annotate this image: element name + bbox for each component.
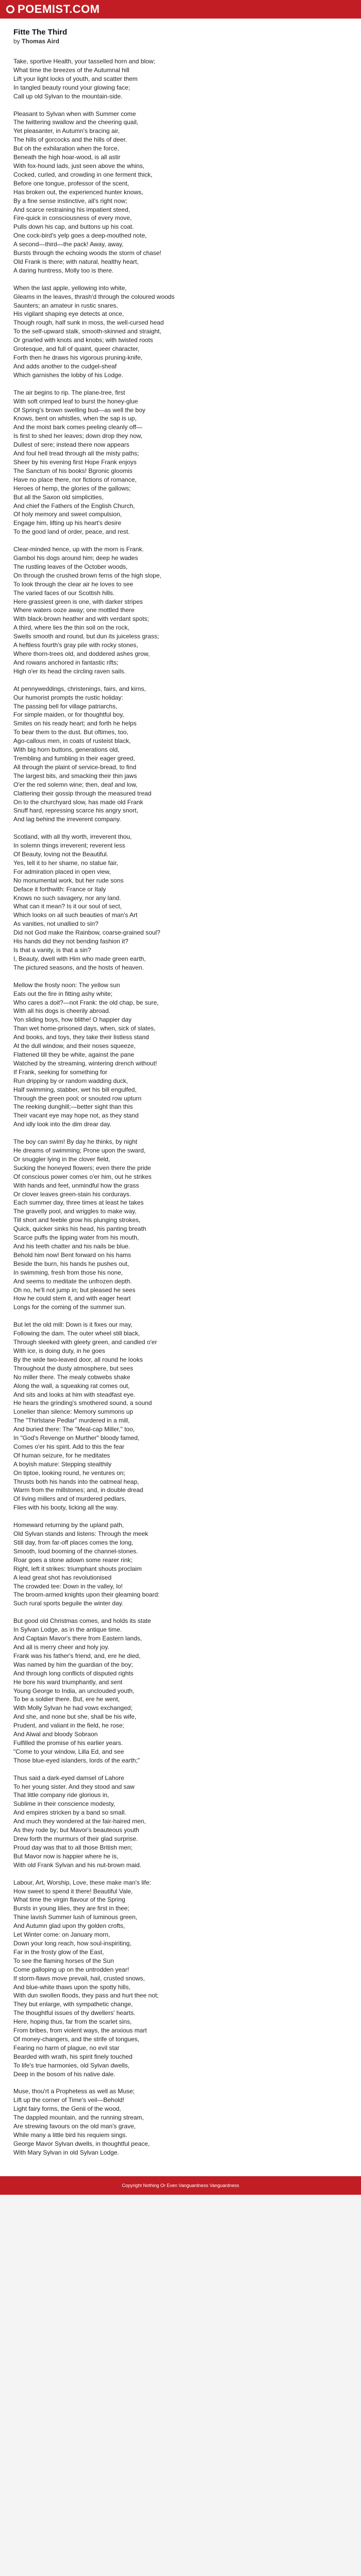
poem-line: Oh no, he'll not jump in; but pleased he sees <box>13 1286 136 1294</box>
poem-line: Swells smooth and round, but dun its juiceless grass; <box>13 633 159 640</box>
poem-line: And much they wondered at the fair-haired men, <box>13 1818 146 1825</box>
poem-line: Knows, bent on whistles, when the sap is up, <box>13 415 137 422</box>
poem-line: On tiptoe, looking round, he ventures on; <box>13 1469 125 1477</box>
poem-line: Bursts in young lilies, they are first in thee; <box>13 1905 129 1912</box>
poem-line: With hands and feet, unmindful how the grass <box>13 1181 139 1189</box>
poem-line: Till short and feeble grow his plunging strokes, <box>13 1216 141 1224</box>
poem-line: And seems to meditate the unfrozen depth. <box>13 1277 132 1285</box>
poem-line: Of human seizure, for he meditates <box>13 1451 110 1459</box>
poem-line: Beneath the high hoar-wood, is all astir <box>13 154 121 161</box>
poem-line: Watched by the streaming, wintering drench without! <box>13 1059 157 1067</box>
poem-stanza <box>13 2087 348 2157</box>
poem-line: To bear them to the dust. But oftimes, too, <box>13 728 128 736</box>
poem-line: Old Sylvan stands and listens: Through the meek <box>13 1530 149 1538</box>
poem-line: In solemn things irreverent; reverent less <box>13 842 125 850</box>
poem-line: With Mary Sylvan in old Sylvan Lodge. <box>13 2148 119 2156</box>
poem-line: Yon sliding boys, how blithe! O happier day <box>13 1016 132 1024</box>
poem-line: Sucking the honeyed flowers; even there the pride <box>13 1164 151 1172</box>
poem-line: Behold him now! Bent forward on his hams <box>13 1251 132 1259</box>
poem-line: Smooth, loud booming of the channel-stones. <box>13 1547 138 1555</box>
poem-line: Those blue-eyed islanders, lords of the earth;" <box>13 1756 140 1764</box>
poem-line: With fox-hound lads, just seen above the whins, <box>13 162 145 170</box>
poem-line: Beside the burn, his hands he pushes out, <box>13 1260 129 1267</box>
poem-line: With big horn buttons, generations old, <box>13 746 120 754</box>
poem-line: Has broken out, the experienced hunter knows, <box>13 188 143 196</box>
poem-line: With all his dogs is cheerily abroad. <box>13 1007 111 1015</box>
poem-line: For simple maiden, or for thoughtful boy, <box>13 711 124 719</box>
poem-line: Old Frank is there; with natural, healthy heart, <box>13 258 139 265</box>
poem-line: He bore his ward triumphantly, and sent <box>13 1678 123 1686</box>
poem-line: Fulfilled the promise of his earlier years. <box>13 1739 123 1747</box>
poem-line: Throughout the dusty atmosphere, but sees <box>13 1364 134 1372</box>
poem-line: The thoughtful issues of thy dwellers' hearts. <box>13 2009 136 2017</box>
poem-line: A lead great shot has revolutionised <box>13 1573 112 1581</box>
poem-content <box>0 19 361 2176</box>
poem-title: Fitte The Third <box>13 28 68 37</box>
poem-line: In tangled beauty round your glowing face; <box>13 83 130 91</box>
poem-line: Their vacant eye may hope not, as they stand <box>13 1112 139 1120</box>
poem-line: Was named by him the guardian of the boy; <box>13 1660 133 1668</box>
poem-line: A third, where lies the thin soil on the rock, <box>13 624 129 632</box>
poem-line: Engage him, lifting up his heart's desire <box>13 519 122 527</box>
poem-line: Which looks on all such beauties of man's Art <box>13 911 138 919</box>
poem-line: Deep in the bosom of his native dale. <box>13 2070 116 2078</box>
poem-line: Clear-minded hence, up with the morn is Frank. <box>13 546 144 553</box>
poem-line: To be a soldier there. But, ere he went, <box>13 1696 120 1703</box>
poem-line: Warm from the millstones; and, in double dread <box>13 1486 143 1494</box>
poem-line: Homeward returning by the upland path, <box>13 1521 124 1529</box>
poem-stanza <box>13 1320 348 1512</box>
poem-line: A heftless fourth's gray pile with rocky stones, <box>13 641 138 649</box>
poem-line: The air begins to rip. The plane-tree, first <box>13 388 125 396</box>
poem-line: The passing bell for village patriarchs, <box>13 702 118 710</box>
poem-line: If Frank, seeking for something for <box>13 1068 108 1076</box>
poem-stanza <box>13 1774 348 1870</box>
poem-line: Fearing no harm of plague, no evil star <box>13 2044 120 2052</box>
poem-line: The "Thirlstane Pedlar" murdered in a mill, <box>13 1417 130 1425</box>
poem-line: And she, and none but she, shall be his wife, <box>13 1713 137 1721</box>
poem-line: Call up old Sylvan to the mountain-side. <box>13 92 123 100</box>
poem-line: But oh the exhilaration when the force, <box>13 145 119 152</box>
poem-line: Mellow the frosty noon: The yellow sun <box>13 981 120 989</box>
poem-line: The Sanctum of his books! Bgronic gloomis <box>13 467 133 474</box>
poem-line: And his teeth chatter and his nails be blue. <box>13 1243 130 1250</box>
poem-line: With soft crimped leaf to burst the honey-glue <box>13 397 138 405</box>
poem-line: The rustling leaves of the October woods, <box>13 563 128 570</box>
poem-line: Young George to India, an unclouded youth, <box>13 1687 135 1694</box>
poem-line: And idly look into the dim drear day. <box>13 1121 111 1128</box>
poem-line: A boyish mature: Stepping stealthily <box>13 1460 112 1468</box>
poem-line: And scarce restraining his impatient steed, <box>13 206 130 213</box>
poem-line: Here grassiest green is one, with darker stripes <box>13 598 143 605</box>
poem-line: For admiration placed in open view, <box>13 868 111 875</box>
poem-line: To the self-upward stalk, smooth-skinned and straight, <box>13 328 161 335</box>
poem-stanza <box>13 1521 348 1608</box>
poem-line: A daring huntress, Molly too is there. <box>13 266 114 274</box>
poem-line: And empires stricken by a band so small. <box>13 1809 126 1817</box>
poem-line: On to the churchyard slow, has made old Frank <box>13 798 143 806</box>
poem-stanza <box>13 685 348 824</box>
poem-line: And lag behind the irreverent company. <box>13 816 121 823</box>
byline-prefix: by <box>13 38 20 45</box>
poem-line: By a fine sense instinctive, all's right now; <box>13 197 127 205</box>
poem-line: Who cares a doit?—not Frank: the old chap, be sure, <box>13 998 159 1006</box>
poem-line: Or clover leaves green-stain his cordurays. <box>13 1190 132 1198</box>
poem-line: "Come to your window, Lilla Ed, and see <box>13 1748 124 1755</box>
poem-line: Is first to shed her leaves; down drop they now, <box>13 432 143 440</box>
poem-stanza <box>13 57 348 101</box>
poem-line: Sheer by his evening first Hope Frank enjoys <box>13 458 137 466</box>
poem-line: To her young sister. And they stood and saw <box>13 1783 135 1790</box>
poem-line: As they rode by; but Mavor's beauteous youth <box>13 1826 139 1834</box>
poem-line: I, Beauty, dwell with Him who made green earth, <box>13 955 146 962</box>
poem-line: As vanities, not unallied to sin? <box>13 920 99 928</box>
poem-line: And sits and looks at him with steadfast eye. <box>13 1391 136 1398</box>
poem-line: If storm-flaws move prevail, hail, crusted snows, <box>13 1974 145 1982</box>
poem-line: While many a little bird his requiem sings. <box>13 2131 127 2139</box>
site-logo[interactable] <box>6 3 100 16</box>
poem-line: Knows no such savagery, nor any land. <box>13 894 121 902</box>
poem-line: The twittering swallow and the cheering quail, <box>13 118 139 126</box>
poem-line: To life's true harmonies, old Sylvan dwells, <box>13 2061 130 2069</box>
poem-line: And blue-white thaws upon the spotty hills, <box>13 1983 130 1991</box>
poem-line: That little company ride glorious in, <box>13 1791 109 1799</box>
poem-line: Prudent, and valiant in the field, he rose; <box>13 1722 124 1730</box>
poem-line: And the moist bark comes peeling cleanly off— <box>13 423 142 431</box>
poem-line: Labour, Art, Worship, Love, these make man's life: <box>13 1878 151 1886</box>
poem-line: Gambol his dogs around him; deep he wades <box>13 554 138 562</box>
poem-line: Of Spring's brown swelling bud—as well the boy <box>13 406 145 414</box>
poem-line: Of conscious power comes o'er him, out he strikes <box>13 1173 152 1180</box>
poem-line: In Sylvan Lodge, as in the antique time. <box>13 1626 122 1634</box>
poem-line: No miller there. The mealy cobwebs shake <box>13 1373 130 1381</box>
footer-text: Copyright Nothing Or Even Vanguardness Vanguardness <box>122 2182 239 2188</box>
poem-line: Deface it forthwith: France or Italy <box>13 885 106 893</box>
poem-line: The crowded tee: Down in the valley, lo! <box>13 1582 123 1590</box>
poem-line: The hills of gorcocks and the hills of deer. <box>13 136 127 144</box>
poem-stanza <box>13 284 348 380</box>
poem-line: Though rough, half sunk in moss, the well-cursed head <box>13 319 164 327</box>
poem-line: George Mavor Sylvan dwells, in thoughtful peace, <box>13 2140 150 2147</box>
poem-line: Let Winter come: on January morn, <box>13 1931 110 1939</box>
poem-line: To look through the clear air he loves to see <box>13 580 134 588</box>
poem-line: Is that a vanity, is that a sin? <box>13 946 91 954</box>
poem-line: Yet pleasanter, in Autumn's bracing air, <box>13 127 120 135</box>
poem-line: Lonelier than silence: Memory summons up <box>13 1408 134 1416</box>
poem-line: Thus said a dark-eyed damsel of Lahore <box>13 1774 124 1782</box>
poem-line: And Captain Mavor's there from Eastern lands, <box>13 1635 142 1642</box>
poem-line: What time the breezes of the Autumnal hill <box>13 66 129 74</box>
poem-line: All through the plaint of service-bread, to find <box>13 763 137 771</box>
poem-line: Down your long reach, how soul-inspiriting, <box>13 1939 132 1947</box>
poem-line: Longs for the coming of the summer sun. <box>13 1303 126 1311</box>
poem-line: Right, left it strikes: triumphant shouts proclaim <box>13 1565 142 1572</box>
poem-line: And Autumn glad upon thy golden crofts, <box>13 1922 125 1930</box>
poem-line: A second—third—the pack! Away, away, <box>13 241 124 248</box>
poem-line: But let the old mill: Down is it fixes our may, <box>13 1321 133 1329</box>
poem-line: The largest bits, and smacking their thin jaws <box>13 772 137 779</box>
poem-line: He dreams of swimming; Prone upon the sward, <box>13 1147 146 1155</box>
poem-line: And books, and toys, they take their listless stand <box>13 1033 149 1041</box>
poem-line: Heroes of hemp, the glories of the gallows; <box>13 484 131 492</box>
poem-line: Grotesque, and full of quaint, queer character, <box>13 345 140 353</box>
poem-stanza <box>13 110 348 275</box>
poem-line: Where thorn-trees old, and doddered ashes grow, <box>13 650 150 657</box>
poem-line: Such rural sports beguile the winter day. <box>13 1600 124 1607</box>
poem-line: On through the crushed brown ferns of the high slope, <box>13 571 161 579</box>
poem-line: Still day, from far-off places comes the long, <box>13 1539 134 1546</box>
poem-stanza <box>13 833 348 972</box>
poem-line: Cocked, curled, and crowding in one ferment thick, <box>13 171 153 178</box>
poem-line: Trembling and fumbling in their eager greed, <box>13 754 135 762</box>
poem-line: Gleams in the leaves, thrash'd through the coloured woods <box>13 293 175 300</box>
poem-line: Than wet home-prisoned days, when, sick of slates, <box>13 1025 156 1032</box>
poem-line: With Molly Sylvan he had vows exchanged; <box>13 1704 133 1712</box>
poem-line: High o'er its head the circling raven sails. <box>13 667 126 675</box>
poem-line: Drew forth the murmurs of their glad surprise. <box>13 1835 138 1842</box>
poem-line: Lift up the corner of Time's veil—Behold! <box>13 2096 125 2104</box>
poem-line: The varied faces of our Scottish hills. <box>13 589 115 597</box>
poem-line: Flattened till they be white, against the pane <box>13 1050 135 1058</box>
poem-line: Of Beauty, loving not the Beautiful. <box>13 851 108 858</box>
poem-line: Yes, tell it to her shame, no statue fair, <box>13 859 119 867</box>
poem-line: Eats out the fire in fitting ashy white; <box>13 990 113 997</box>
poem-line: In swimming, fresh from those his none, <box>13 1268 123 1276</box>
poem-line: From bribes, from violent ways, the anxious mart <box>13 2027 147 2035</box>
poem-line: The dappled mountain, and the running stream, <box>13 2114 144 2122</box>
poem-stanza <box>13 1878 348 2079</box>
poem-line: And all is merry cheer and holy joy. <box>13 1643 109 1651</box>
poem-line: Smites on his ready heart; and forth he helps <box>13 720 137 727</box>
poem-line: With dun swollen floods, they pass and hurt thee not; <box>13 1992 159 1999</box>
logo-icon <box>6 5 14 13</box>
poem-line: To see the flaming horses of the Sun <box>13 1957 114 1964</box>
poem-line: And foul hell tread through all the misty paths; <box>13 450 139 457</box>
poem-stanza <box>13 1617 348 1765</box>
poem-line: At pennyweddings, christenings, fairs, and kirns, <box>13 685 146 692</box>
poem-line: Scotland, with all thy worth, irreverent thou, <box>13 833 132 841</box>
poem-line: Or snuggler lying in the clover field, <box>13 1155 110 1163</box>
poem-line: Each summer day, three times at least he takes <box>13 1199 144 1207</box>
poem-line: Run dripping by or random wadding duck, <box>13 1077 128 1084</box>
poem-line: He hears the grinding's smothered sound, a sound <box>13 1399 152 1407</box>
poem-line: Through the green pool; or snouted row upturn <box>13 1094 142 1102</box>
poem-line: Lift your light locks of youth, and scatter them <box>13 75 138 82</box>
poem-line: Are strewing favours on the old man's grave, <box>13 2123 136 2130</box>
poem-line: His hands did they not bending fashion it? <box>13 938 128 945</box>
poem-line: Muse, thou'rt a Prophetess as well as Muse; <box>13 2088 135 2095</box>
poem-line: Saunters; an amateur in rustic snares, <box>13 301 118 309</box>
poem-line: And through long conflicts of disputed rights <box>13 1669 134 1677</box>
poem-line: Come galloping up on the untrodden year! <box>13 1965 129 1973</box>
poem-line: How sweet to spend it there! Beautiful Vale, <box>13 1887 133 1895</box>
poem-line: They but enlarge, with sympathetic change, <box>13 2001 133 2008</box>
poem-line: Proud day was that to all those British men; <box>13 1843 133 1851</box>
poem-line: And Alwal and bloody Sobraon <box>13 1731 98 1738</box>
site-logo-text: POEMIST.COM <box>18 3 100 15</box>
poem-line: Ago-callous men, in coats of rusteist black, <box>13 737 131 745</box>
poem-stanza <box>13 388 348 536</box>
poem-line: The reeking dunghill;—better sight than this <box>13 1103 133 1111</box>
poem-line: What time the virgin flavour of the Spring <box>13 1896 125 1904</box>
poem-body <box>13 57 348 2157</box>
poem-line: Following the dam. The outer wheel still black, <box>13 1330 140 1337</box>
poem-stanza <box>13 1138 348 1312</box>
poem-line: Here, hoping thus, far from the scarlet sins, <box>13 2018 132 2026</box>
poem-line: O'er the red solemn wine; then, deaf and low, <box>13 781 138 788</box>
poem-line: By the wide two-leaved door, all round he looks <box>13 1355 143 1363</box>
poem-line: Dullest of sere; instead there now appears <box>13 441 129 449</box>
poem-line: When the last apple, yellowing into white, <box>13 284 127 292</box>
poem-line: But Mavor now is happier where he is, <box>13 1852 119 1860</box>
poem-line: How he could stem it, and with eager heart <box>13 1295 131 1302</box>
poem-line: The gravelly pool, and wriggles to make way, <box>13 1208 137 1215</box>
poem-line: Our humorist prompts the rustic holiday: <box>13 693 123 701</box>
poem-line: In "God's Revenge on Murther" bloody famed, <box>13 1434 140 1442</box>
poem-line: The pictured seasons, and the hosts of heaven. <box>13 963 144 971</box>
poem-line: Of holy memory and sweet compulsion, <box>13 511 122 518</box>
poem-line: To the good land of order, peace, and rest. <box>13 528 130 536</box>
poem-stanza <box>13 545 348 676</box>
poem-line: But all the Saxon old simplicities, <box>13 493 104 501</box>
poem-line: And chief the Fathers of the English Church, <box>13 502 135 510</box>
poem-line: Pulls down his cap, and buttons up his coat. <box>13 223 134 231</box>
poem-line: Quick, quicker sinks his head, his panting breath <box>13 1225 146 1233</box>
poem-line: And adds another to the cudgel-sheaf <box>13 362 117 370</box>
poem-line: Fire-quick in consciousness of every move, <box>13 214 132 222</box>
poem-line: One cock-bird's yelp goes a deep-mouthed note, <box>13 232 147 240</box>
poem-line: Of living millers and of murdered pedlars, <box>13 1495 126 1503</box>
poem-line: The boy can swim! By day he thinks, by night <box>13 1138 138 1146</box>
poem-line: Through sleeked with gleety green, and candled o'er <box>13 1338 157 1346</box>
poem-line: Light fairy forms, the Genii of the wood, <box>13 2105 121 2113</box>
poem-line: Half swimming, stabber, wet his bill engulfed, <box>13 1086 137 1093</box>
poem-line: Sublime in their conscience modesty, <box>13 1800 116 1808</box>
poem-line: Frank was his father's friend, and, ere he died, <box>13 1652 141 1659</box>
poem-author[interactable]: Thomas Aird <box>22 38 59 45</box>
poem-stanza <box>13 981 348 1129</box>
site-header <box>0 0 361 19</box>
poem-line: Forth then he draws his vigorous pruning-knife, <box>13 354 143 361</box>
site-footer <box>0 2176 361 2195</box>
poem-line: Thine lavish Summer lush of luminous green, <box>13 1913 138 1921</box>
poem-line: Bearded with wrath, his spirit finely touched <box>13 2053 133 2060</box>
poem-line: Along the wall, a squeaking rat comes out, <box>13 1382 130 1389</box>
poem-line: No monumental work, but her rude sons <box>13 876 124 884</box>
poem-line: With old Frank Sylvan and his nut-brown maid. <box>13 1861 142 1869</box>
poem-byline <box>13 38 348 45</box>
poem-line: Have no place there, nor fictions of romance, <box>13 476 137 483</box>
poem-line: Before one tongue, professor of the scent, <box>13 179 129 187</box>
poem-line: Scarce puffs the lipping water from his mouth, <box>13 1234 139 1242</box>
poem-line: Far in the frosty glow of the East, <box>13 1948 104 1956</box>
poem-line: Comes o'er his spirit. Add to this the fear <box>13 1443 125 1450</box>
poem-line: Bursts through the echoing woods the storm of chase! <box>13 249 161 257</box>
poem-line: And buried there: The "Meal-cap Miller," too, <box>13 1426 135 1433</box>
poem-line: Flies with his booty, licking all the way. <box>13 1504 118 1512</box>
poem-line: Take, sportive Health, your tasselled horn and blow; <box>13 58 155 65</box>
poem-line: And rowans anchored in fantastic rifts; <box>13 658 119 666</box>
poem-line: Of money-changers, and the strife of tongues, <box>13 2035 140 2043</box>
poem-line: Did not God make the Rainbow, coarse-grained soul? <box>13 929 160 937</box>
poem-line: But good old Christmas comes, and holds its state <box>13 1617 151 1625</box>
poem-line: Or gnarled with knots and knobs; with twisted roots <box>13 336 153 344</box>
poem-line: Where waters ooze away; one mottled there <box>13 606 135 614</box>
poem-line: Roar goes a stone adown some rearer rink; <box>13 1556 133 1564</box>
poem-line: The broom-armed knights upon their gleaming board: <box>13 1591 160 1599</box>
poem-line: Which garnishes the lobby of his Lodge. <box>13 371 123 379</box>
poem-line: At the dull window, and their noses squeeze, <box>13 1042 136 1050</box>
poem-line: With black-brown heather and with verdant spots; <box>13 615 149 623</box>
poem-line: With ice, is doing duty, in he goes <box>13 1347 105 1354</box>
poem-line: Pleasant to Sylvan when with Summer come <box>13 110 136 117</box>
poem-line: Thrusts both his hands into the oatmeal heap, <box>13 1478 139 1485</box>
poem-line: Snuff hard, repressing scarce his angry snort, <box>13 807 138 815</box>
poem-line: What can it mean? Is it our soul of sect, <box>13 903 122 910</box>
poem-line: His vigilant shaping eye detects at once, <box>13 310 124 318</box>
poem-line: Clattering their gossip through the measured tread <box>13 789 152 797</box>
